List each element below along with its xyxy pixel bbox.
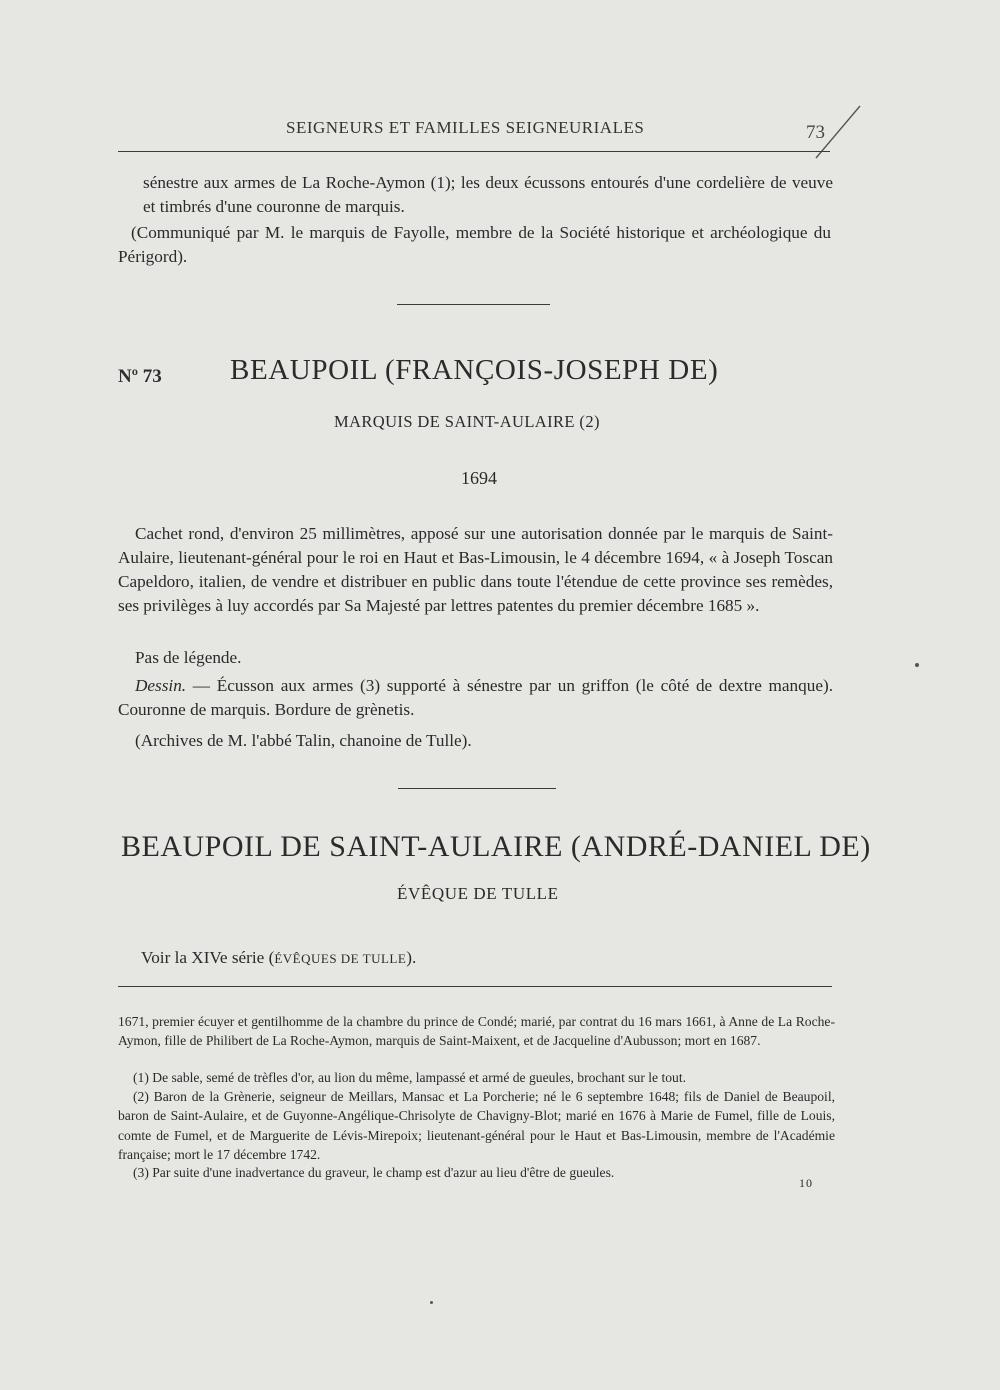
paper-speck [915, 663, 919, 667]
entry-2-title: BEAUPOIL DE SAINT-AULAIRE (ANDRÉ-DANIEL DE) [121, 830, 871, 863]
signature-mark: 10 [799, 1176, 813, 1190]
cross-reference-prefix: Voir la XIVe série ( [141, 948, 275, 967]
footnote-2: (2) Baron de la Grènerie, seigneur de Meillars, Mansac et La Porcherie; né le 6 septembre 1648; fils de Daniel de Beaupoil, baron de Saint-Aulaire, et de Guyonne-Angélique-Chrisolyte de Chavigny-Blot; marié en 1676 à Marie de Fumel, fille de Louis, comte de Fumel, et de Marguerite de Lévis-Mirepoix; lieutenant-général pour le Haut et Bas-Limousin, membre de l'Académie française; mort le 17 décembre 1742. [118, 1089, 835, 1162]
intro-paragraph-2: (Communiqué par M. le marquis de Fayolle, membre de la Société historique et archéologique du Périgord). [118, 223, 831, 266]
section-separator [397, 304, 550, 305]
footnote-3: (3) Par suite d'une inadvertance du graveur, le champ est d'azur au lieu d'être de gueules. [133, 1165, 615, 1180]
paper-speck [430, 1301, 433, 1304]
cross-reference [141, 948, 416, 968]
entry-subtitle: MARQUIS DE SAINT-AULAIRE (2) [334, 412, 600, 431]
section-separator [398, 788, 556, 789]
intro-paragraph-1: sénestre aux armes de La Roche-Aymon (1); les deux écussons entourés d'une cordelière de veuve et timbrés d'une couronne de marquis. [143, 173, 833, 216]
dessin-text: — Écusson aux armes (3) supporté à sénestre par un griffon (le côté de dextre manque). Couronne de marquis. Bordure de grènetis. [118, 676, 833, 719]
footnote-1: (1) De sable, semé de trèfles d'or, au lion du même, lampassé et armé de gueules, brochant sur le tout. [133, 1070, 687, 1085]
dessin-paragraph [118, 674, 833, 722]
legend-note: Pas de légende. [135, 648, 242, 667]
entry-description: Cachet rond, d'environ 25 millimètres, apposé sur une autorisation donnée par le marquis de Saint-Aulaire, lieutenant-général pour le roi en Haut et Bas-Limousin, le 4 décembre 1694, « à Joseph Toscan Capeldoro, italien, de vendre et distribuer en public dans toute l'étendue de cette province ses remèdes, ses privilèges à luy accordés par Sa Majesté par lettres patentes du premier décembre 1685 ». [118, 524, 833, 615]
dessin-label: Dessin. [135, 676, 187, 695]
entry-year: 1694 [461, 468, 497, 488]
entry-2-subtitle: ÉVÊQUE DE TULLE [397, 884, 559, 903]
header-rule [118, 151, 830, 152]
running-title: SEIGNEURS ET FAMILLES SEIGNEURIALES [286, 118, 645, 137]
cross-reference-suffix: ). [406, 948, 417, 967]
footnote-continuation: 1671, premier écuyer et gentilhomme de la chambre du prince de Condé; marié, par contrat du 16 mars 1661, à Anne de La Roche-Aymon, fille de Philibert de La Roche-Aymon, marquis de Saint-Maixent, et de Jacqueline d'Aubusson; mort en 1687. [118, 1014, 835, 1049]
entry-title: BEAUPOIL (FRANÇOIS-JOSEPH DE) [230, 354, 719, 386]
footnote-rule [118, 986, 832, 987]
entry-source: (Archives de M. l'abbé Talin, chanoine de Tulle). [135, 731, 472, 750]
page-number: 73 [806, 122, 825, 143]
cross-reference-target: ÉVÊQUES DE TULLE [274, 951, 407, 966]
entry-number: Nº 73 [118, 366, 162, 387]
